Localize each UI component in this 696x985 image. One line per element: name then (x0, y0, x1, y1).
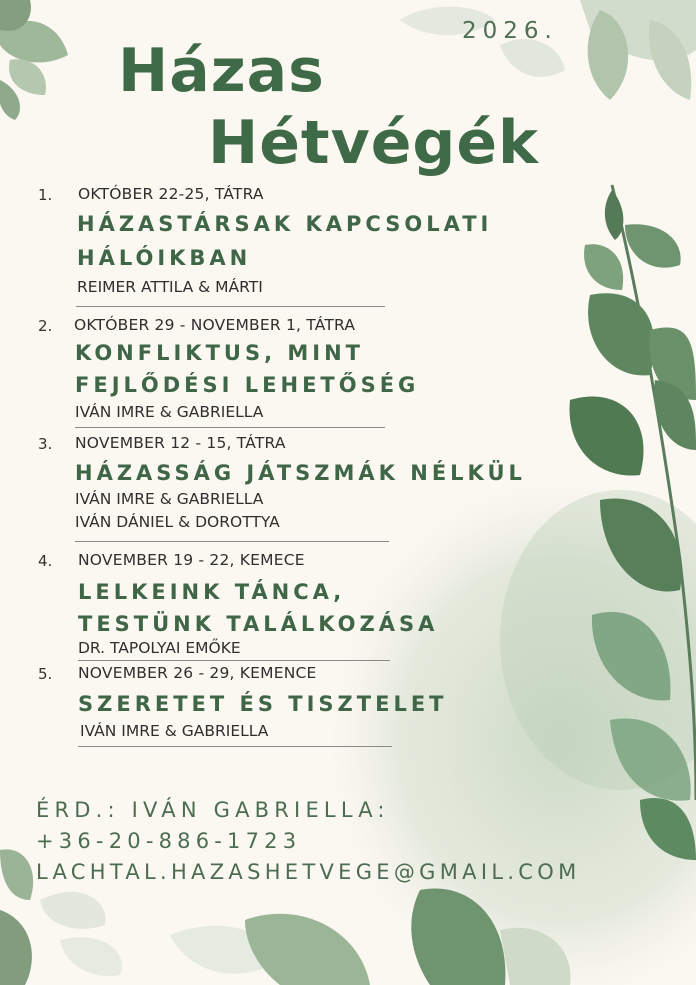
event-number: 4. (38, 552, 53, 570)
event-number: 3. (38, 435, 53, 453)
event-title: SZERETET ÉS TISZTELET (78, 692, 448, 716)
event-title: TESTÜNK TALÁLKOZÁSA (78, 612, 439, 636)
year-label: 2026. (462, 18, 558, 44)
event-title: HÁLÓIKBAN (77, 246, 252, 270)
event-speaker: IVÁN IMRE & GABRIELLA (80, 722, 269, 740)
event-title: LELKEINK TÁNCA, (78, 580, 346, 604)
event-title: HÁZASSÁG JÁTSZMÁK NÉLKÜL (75, 461, 526, 485)
divider (75, 541, 389, 542)
event-date: NOVEMBER 12 - 15, TÁTRA (75, 434, 286, 452)
event-title: KONFLIKTUS, MINT (75, 341, 364, 365)
divider (76, 306, 385, 307)
event-speaker: DR. TAPOLYAI EMŐKE (78, 639, 241, 657)
event-title: FEJLŐDÉSI LEHETŐSÉG (75, 373, 420, 397)
divider (78, 746, 392, 747)
event-date: OKTÓBER 29 - NOVEMBER 1, TÁTRA (74, 316, 356, 334)
event-number: 5. (38, 665, 53, 683)
event-date: NOVEMBER 19 - 22, KEMECE (78, 551, 305, 569)
event-number: 1. (38, 186, 53, 204)
contact-email[interactable]: LACHTAL.HAZASHETVEGE@GMAIL.COM (36, 860, 581, 884)
event-speaker: IVÁN DÁNIEL & DOROTTYA (75, 513, 280, 531)
event-speaker: IVÁN IMRE & GABRIELLA (75, 490, 264, 508)
event-speaker: IVÁN IMRE & GABRIELLA (75, 403, 264, 421)
event-title: HÁZASTÁRSAK KAPCSOLATI (77, 212, 493, 236)
page-title-line-1: Házas (118, 36, 325, 106)
event-date: OKTÓBER 22-25, TÁTRA (78, 185, 264, 203)
event-number: 2. (38, 317, 53, 335)
event-date: NOVEMBER 26 - 29, KEMENCE (78, 664, 317, 682)
divider (75, 427, 385, 428)
contact-name: ÉRD.: IVÁN GABRIELLA: (36, 798, 390, 822)
page-title-line-2: Hétvégék (208, 108, 539, 178)
contact-phone[interactable]: +36-20-886-1723 (36, 829, 302, 853)
event-speaker: REIMER ATTILA & MÁRTI (77, 278, 263, 296)
divider (78, 660, 390, 661)
